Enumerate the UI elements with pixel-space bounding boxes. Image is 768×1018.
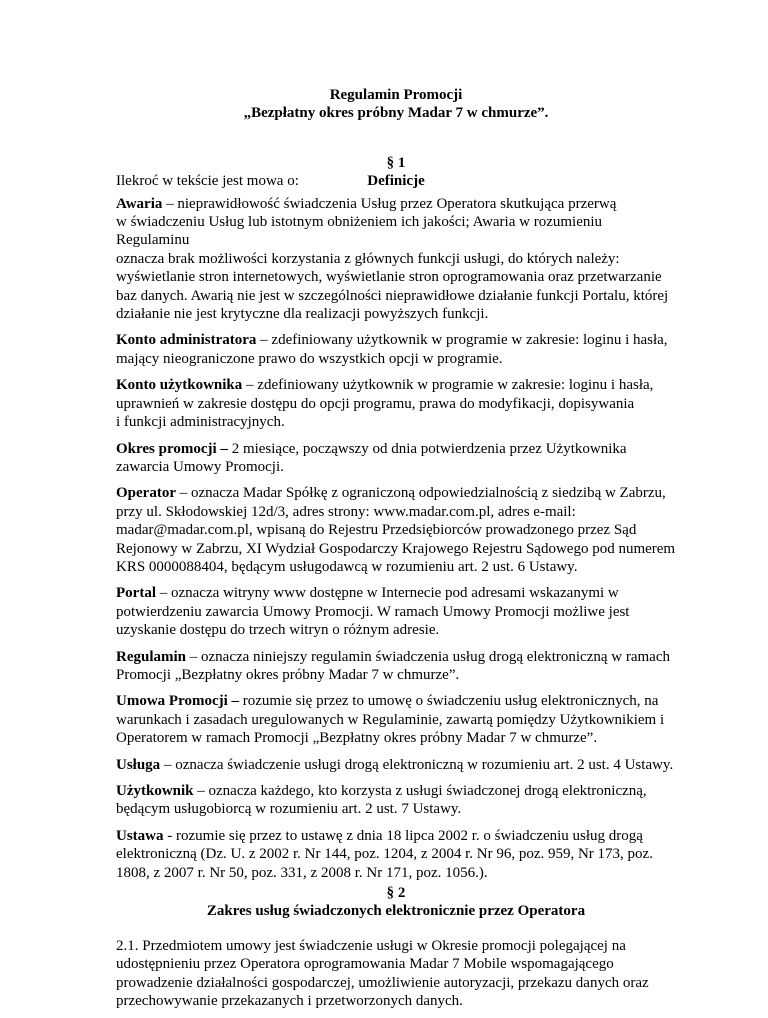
definition-umowa-promocji: Umowa Promocji – rozumie się przez to umowę o świadczeniu usług elektronicznych, na warunkach i zasadach uregulowanych w Regulaminie, zawartą pomiędzy Użytkownikiem i Operatorem w ramach Promocji „Bezpłatny okres próbny Madar 7 w chmurze”. [116,693,665,747]
section-2-title: Zakres usług świadczonych elektronicznie przez Operatora [206,903,586,920]
definition-portal: Portal – oznacza witryny www dostępne w Internecie pod adresami wskazanymi w potwierdzeniu zawarcia Umowy Promocji. W ramach Umowy Promocji możliwe jest uzyskanie dostępu do trzech witryn o różnym adresie. [116,585,630,639]
definition-operator: Operator – oznacza Madar Spółkę z ograniczoną odpowiedzialnością z siedzibą w Zabrzu, przy ul. Skłodowskiej 12d/3, adres strony: www.madar.com.pl, adres e-mail: madar@madar.com.pl, wpisaną do Rejestru Przedsiębiorców prowadzonego przez Sąd Rejonowy w Zabrzu, XI Wydział Gospodarczy Krajowego Rejestru Sądowego pod numerem KRS 0000088404, będącym usługodawcą w rozumieniu art. 2 ust. 6 Ustawy. [116,485,676,575]
section-1-title: Definicje [367,173,425,190]
definition-term: Portal [116,585,156,602]
definition-term: Operator [116,485,176,502]
definition-okres-promocji: Okres promocji – 2 miesiące, począwszy od dnia potwierdzenia przez Użytkownika zawarcia Umowy Promocji. [116,440,627,475]
definition-term: Okres promocji – [116,440,228,457]
definition-term: Konto użytkownika [116,377,243,394]
definition-term: Umowa Promocji – [116,693,240,710]
definition-term: Regulamin [116,648,187,665]
paragraph-2-1: 2.1. Przedmiotem umowy jest świadczenie usługi w Okresie promocji polegającej na udostępnieniu przez Operatora oprogramowania Madar 7 Mobile wspomagającego prowadzenie działalności gospodarczej, umożliwienie autoryzacji, przekazu danych oraz przechowywanie przekazanych i przetworzonych danych. [116,937,649,1010]
definition-term: Konto administratora [116,332,257,349]
definitions-intro: Ilekroć w tekście jest mowa o: [116,173,299,190]
definition-term: Awaria [116,195,163,212]
definition-awaria: Awaria – nieprawidłowość świadczenia Usług przez Operatora skutkująca przerwą w świadczeniu Usług lub istotnym obniżeniem ich jakości; Awaria w rozumieniu Regulaminu oznacza brak możliwości korzystania z głównych funkcji usługi, do których należy: wyświetlanie stron internetowych, wyświetlanie stron oprogramowania oraz przetwarzanie baz danych. Awarią nie jest w szczególności nieprawidłowe działanie funkcji Portalu, której działanie nie jest krytyczne dla realizacji powyższych funkcji. [116,195,669,323]
definition-konto-uzytkownika: Konto użytkownika – zdefiniowany użytkownik w programie w zakresie: loginu i hasła, uprawnień w zakresie dostępu do opcji programu, prawa do modyfikacji, dopisywania i funkcji administracyjnych. [116,377,654,431]
definition-konto-administratora: Konto administratora – zdefiniowany użytkownik w programie w zakresie: loginu i hasła, mający nieograniczone prawo do wszystkich opcji w programie. [116,332,668,367]
definition-term: Ustawa [116,827,164,844]
definition-usluga: Usługa – oznacza świadczenie usługi drogą elektroniczną w rozumieniu art. 2 ust. 4 Ustawy. [116,756,674,773]
document-body [116,86,676,1018]
definition-term: Usługa [116,756,161,773]
section-2-heading [116,884,676,921]
title-line-1: Regulamin Promocji [329,87,463,103]
definition-uzytkownik: Użytkownik – oznacza każdego, kto korzysta z usługi świadczonej drogą elektroniczną, będącym usługobiorcą w rozumieniu art. 2 ust. 7 Ustawy. [116,783,647,818]
title-line-2: „Bezpłatny okres próbny Madar 7 w chmurze”. [243,105,549,122]
document-title [116,86,676,123]
definition-term: Użytkownik [116,783,194,800]
definition-regulamin: Regulamin – oznacza niniejszy regulamin świadczenia usług drogą elektroniczną w ramach Promocji „Bezpłatny okres próbny Madar 7 w chmurze”. [116,648,670,683]
definition-ustawa: Ustawa - rozumie się przez to ustawę z dnia 18 lipca 2002 r. o świadczeniu usług drogą elektroniczną (Dz. U. z 2002 r. Nr 144, poz. 1204, z 2004 r. Nr 96, poz. 959, Nr 173, poz. 1808, z 2007 r. Nr 50, poz. 331, z 2008 r. Nr 171, poz. 1056.). [116,827,653,881]
section-1-number: § 1 [386,154,406,171]
section-2-number: § 2 [386,885,406,902]
